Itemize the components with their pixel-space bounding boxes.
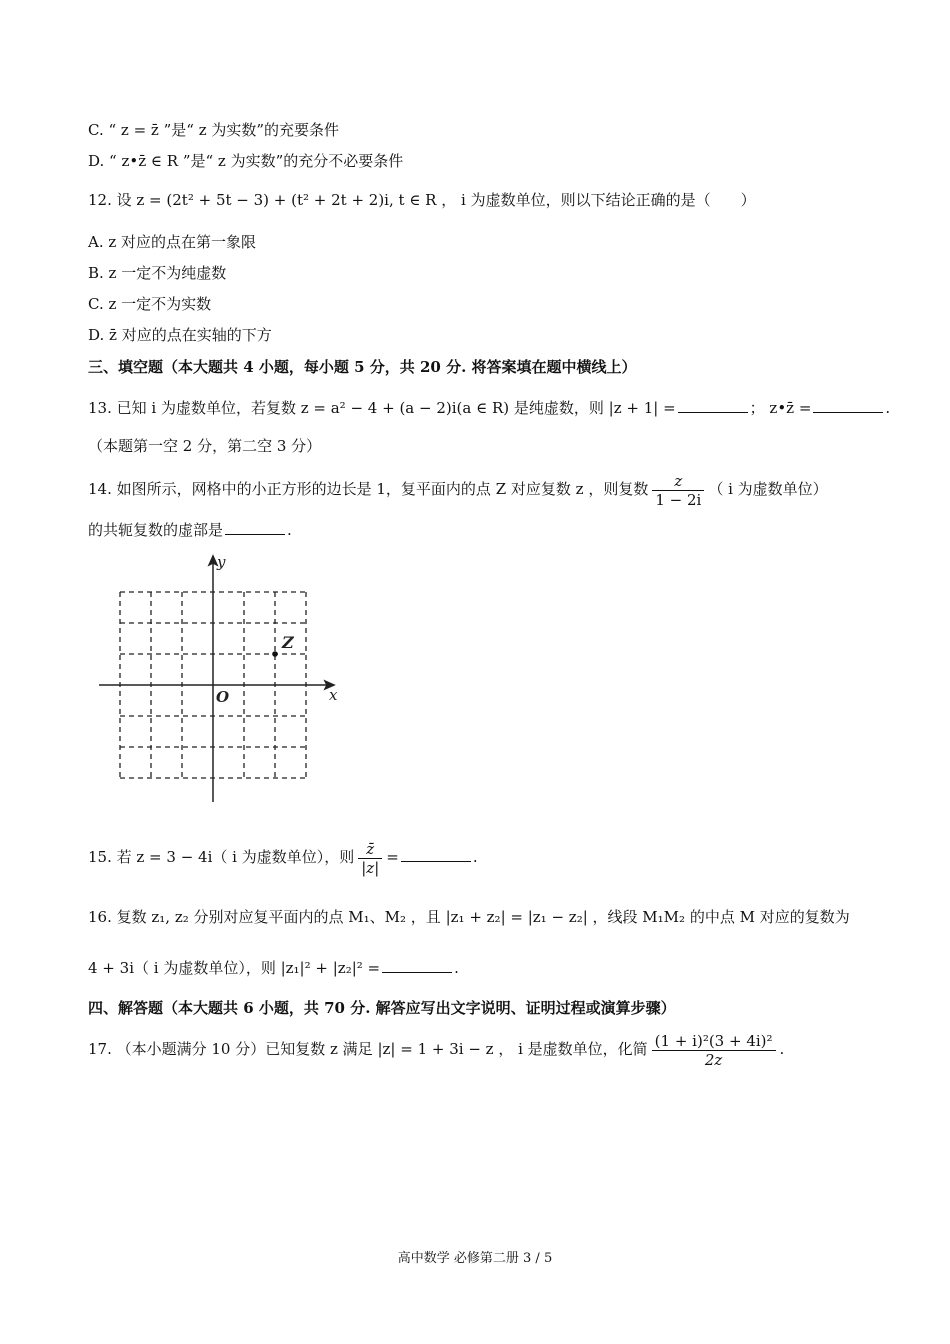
q17-text-a: 17. （本小题满分 10 分）已知复数 z 满足 |z| = 1 + 3i − z ， i 是虚数单位，化简 [88,1040,648,1058]
q17-frac-num: (1 + i)²(3 + 4i)² [652,1032,776,1051]
q15-stem [88,836,478,878]
section-4-heading: 四、解答题（本大题共 6 小题，共 70 分. 解答应写出文字说明、证明过程或演算步骤） [88,999,676,1017]
q15-frac-num: z̄ [358,840,382,859]
q16-line2 [88,958,459,978]
q14-fraction [652,472,704,509]
q17-fraction [652,1032,776,1069]
q15-blank[interactable] [401,847,471,862]
q16-line2-text: 4 + 3i（ i 为虚数单位），则 |z₁|² + |z₂|² = [88,959,381,977]
q17-stem [88,1028,784,1070]
x-axis-label: x [329,686,338,704]
page-footer: 高中数学 必修第二册 3 / 5 [397,1251,553,1266]
q11-option-d: D. “ z•z̄ ∈ R ”是“ z 为实数”的充分不必要条件 [88,152,404,170]
section-3-heading: 三、填空题（本大题共 4 小题，每小题 5 分，共 20 分. 将答案填在题中横线上） [88,358,637,376]
q14-frac-den: 1 − 2i [655,490,702,509]
y-axis-label: y [217,553,226,571]
q14-line2-text: 的共轭复数的虚部是 [88,521,224,539]
q14-end: . [287,521,292,539]
q16-line1: 16. 复数 z₁, z₂ 分别对应复平面内的点 M₁、M₂ ，且 |z₁ + z₂| = |z₁ − z₂| ，线段 M₁M₂ 的中点 M 对应的复数为 [88,908,850,926]
point-z-marker [272,651,278,657]
q12-option-c: C. z 一定不为实数 [88,295,212,313]
q16-end: . [454,959,459,977]
q13-text-b: ； z•z̄ = [749,399,812,417]
q13-note: （本题第一空 2 分，第二空 3 分） [88,437,322,455]
q14-blank[interactable] [225,520,285,535]
point-z-label: Z [282,633,294,652]
q15-frac-den: |z| [361,858,380,877]
q13-blank-1[interactable] [678,398,748,413]
q14-stem [88,470,828,509]
q11-option-c: C. “ z = z̄ ”是“ z 为实数”的充要条件 [88,121,340,139]
q13-text-a: 13. 已知 i 为虚数单位，若复数 z = a² − 4 + (a − 2)i(a ∈ R) 是纯虚数，则 |z + 1| = [88,399,676,417]
q12-option-d: D. z̄ 对应的点在实轴的下方 [88,326,272,344]
q12-option-b: B. z 一定不为纯虚数 [88,264,227,282]
q13-end: . [885,399,891,417]
q15-text-b: = [386,848,399,866]
q16-blank[interactable] [382,958,452,973]
q17-end: . [779,1040,785,1058]
q15-text-a: 15. 若 z = 3 − 4i（ i 为虚数单位），则 [88,848,355,866]
complex-plane-grid-figure [96,552,346,807]
q12-stem: 12. 设 z = (2t² + 5t − 3) + (t² + 2t + 2)i, t ∈ R ， i 为虚数单位，则以下结论正确的是（ ） [88,191,756,209]
q15-end: . [472,848,478,866]
q12-option-a: A. z 对应的点在第一象限 [88,233,257,251]
q14-text-b: （ i 为虚数单位） [708,480,828,498]
q15-fraction [358,840,382,877]
axes [99,556,334,802]
q14-frac-num: z [652,472,704,491]
q13-blank-2[interactable] [813,398,883,413]
q14-text-a: 14. 如图所示，网格中的小正方形的边长是 1，复平面内的点 Z 对应复数 z ，则复数 [88,480,649,498]
q14-line2 [88,520,292,540]
y-axis-arrow-icon [209,556,217,565]
q17-frac-den: 2z [704,1050,723,1069]
q13-stem [88,398,890,418]
origin-label: O [216,688,230,706]
